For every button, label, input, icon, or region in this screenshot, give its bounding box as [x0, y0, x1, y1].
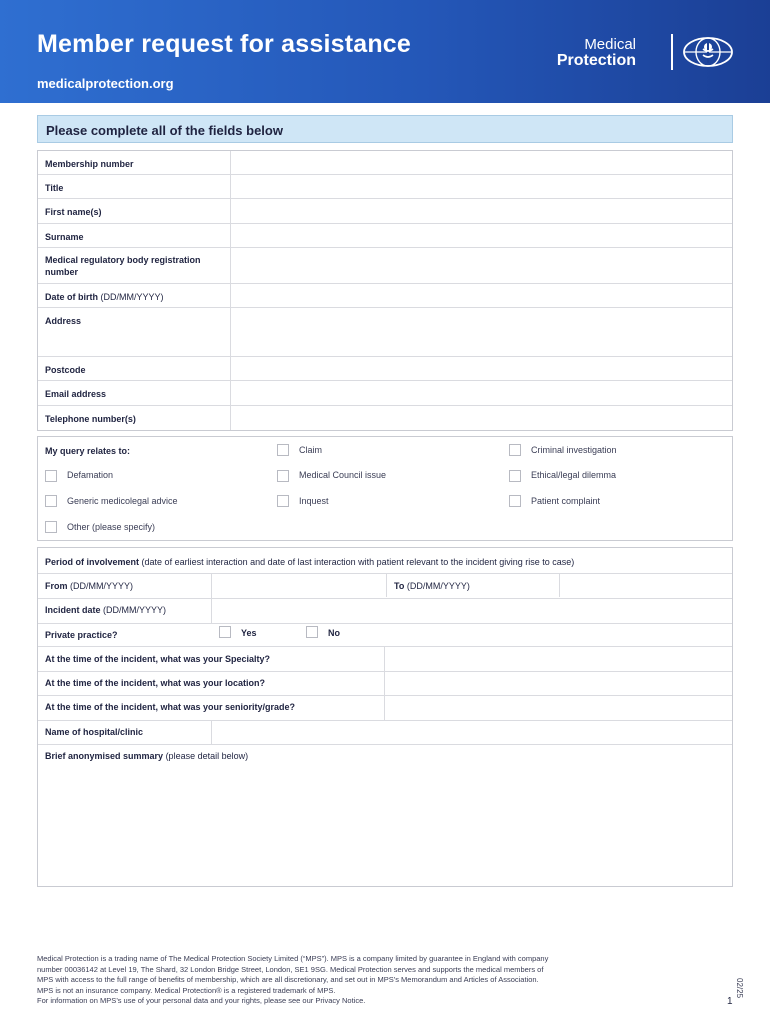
- first-names-field[interactable]: [231, 199, 732, 223]
- table-row: [38, 199, 732, 224]
- logo-text-protection: Protection: [556, 52, 636, 69]
- no-option-label: No: [328, 628, 340, 638]
- page-title: Member request for assistance: [37, 30, 412, 58]
- medical-protection-logo: [556, 34, 736, 74]
- address-field[interactable]: [231, 308, 732, 356]
- location-label: At the time of the incident, what was your location?: [45, 678, 266, 688]
- seniority-field[interactable]: [385, 696, 732, 720]
- ethical-legal-checkbox[interactable]: [509, 470, 521, 482]
- telephone-field[interactable]: [231, 406, 732, 430]
- to-date-hint: (DD/MM/YYYY): [406, 581, 470, 591]
- table-row: [38, 357, 732, 381]
- footer-line: number 00036142 at Level 19, The Shard, 32 London Bridge Street, London, SE1 9SG. Medical Protection serves and supports the medical members of: [37, 964, 544, 974]
- yes-option-label: Yes: [241, 628, 257, 638]
- logo-divider: [671, 34, 673, 70]
- date-of-birth-field[interactable]: [231, 284, 732, 307]
- summary-label: [45, 750, 248, 762]
- query-section: [37, 436, 733, 541]
- inquest-checkbox[interactable]: [277, 495, 289, 507]
- to-label-text: To: [394, 581, 405, 591]
- surname-label: Surname: [45, 232, 84, 242]
- table-row: [38, 175, 732, 199]
- personal-details-table: [37, 150, 733, 431]
- document-version: 02/25: [735, 978, 744, 999]
- criminal-investigation-option-label: Criminal investigation: [531, 445, 617, 455]
- email-label: Email address: [45, 389, 107, 399]
- generic-advice-option-label: Generic medicolegal advice: [67, 496, 178, 506]
- period-hint: (date of earliest interaction and date of last interaction with patient relevant to the incident giving rise to case): [141, 557, 575, 567]
- page-number: 1: [727, 996, 733, 1007]
- claim-option-label: Claim: [299, 445, 323, 455]
- period-of-involvement-label: [45, 556, 725, 568]
- medical-council-option-label: Medical Council issue: [299, 470, 387, 480]
- private-practice-label: Private practice?: [45, 630, 118, 640]
- private-practice-yes-checkbox[interactable]: [219, 626, 231, 638]
- to-date-field[interactable]: [560, 574, 732, 598]
- other-option-label: Other (please specify): [67, 522, 156, 532]
- table-row: [38, 224, 732, 248]
- from-label-text: From: [45, 581, 68, 591]
- incident-date-hint: (DD/MM/YYYY): [103, 605, 167, 615]
- email-field[interactable]: [231, 381, 732, 405]
- row-divider: [38, 744, 732, 745]
- medical-council-checkbox[interactable]: [277, 470, 289, 482]
- table-row: [38, 381, 732, 406]
- first-names-label: First name(s): [45, 207, 102, 217]
- footer-line: Medical Protection is a trading name of The Medical Protection Society Limited (“MPS”). MPS is a company limited by guarantee in England with company: [37, 954, 549, 963]
- defamation-option-label: Defamation: [67, 470, 114, 480]
- ethical-legal-option-label: Ethical/legal dilemma: [531, 470, 617, 480]
- page-header: [0, 0, 770, 103]
- private-practice-no-checkbox[interactable]: [306, 626, 318, 638]
- from-label: [45, 580, 133, 592]
- title-label: Title: [45, 183, 64, 193]
- postcode-label: Postcode: [45, 365, 86, 375]
- summary-hint: (please detail below): [165, 751, 249, 761]
- from-date-field[interactable]: [212, 574, 386, 598]
- claim-checkbox[interactable]: [277, 444, 289, 456]
- location-field[interactable]: [385, 672, 732, 696]
- title-field[interactable]: [231, 175, 732, 198]
- website-link[interactable]: medicalprotection.org: [37, 76, 174, 91]
- specialty-field[interactable]: [385, 647, 732, 671]
- footer-line: MPS with access to the full range of benefits of membership, which are all discretionary, and set out in MPS’s Memorandum and Articles of Association.: [37, 975, 539, 984]
- hospital-label: Name of hospital/clinic: [45, 727, 144, 737]
- privacy-notice-line: For information on MPS’s use of your personal data and your rights, please see our Privacy Notice.: [37, 996, 366, 1005]
- summary-textarea[interactable]: [38, 768, 732, 886]
- postcode-field[interactable]: [231, 357, 732, 380]
- date-of-birth-label-text: Date of birth: [45, 292, 98, 302]
- membership-number-field[interactable]: [231, 151, 732, 174]
- date-format-hint: (DD/MM/YYYY): [100, 292, 164, 302]
- address-label: Address: [45, 316, 82, 326]
- date-of-birth-label: [45, 291, 164, 303]
- defamation-checkbox[interactable]: [45, 470, 57, 482]
- query-label: My query relates to:: [45, 446, 131, 456]
- inquest-option-label: Inquest: [299, 496, 329, 506]
- patient-complaint-checkbox[interactable]: [509, 495, 521, 507]
- globe-caduceus-icon: [682, 36, 734, 68]
- from-date-hint: (DD/MM/YYYY): [70, 581, 134, 591]
- table-row: [38, 406, 732, 430]
- table-row: [38, 284, 732, 308]
- membership-number-label: Membership number: [45, 159, 134, 169]
- logo-text-medical: Medical: [584, 36, 636, 53]
- period-label-text: Period of involvement: [45, 557, 140, 567]
- to-label: [394, 580, 470, 592]
- footer-line: MPS is not an insurance company. Medical Protection® is a registered trademark of MPS.: [37, 985, 336, 995]
- surname-field[interactable]: [231, 224, 732, 247]
- generic-advice-checkbox[interactable]: [45, 495, 57, 507]
- incident-date-label-text: Incident date: [45, 605, 101, 615]
- hospital-field[interactable]: [212, 721, 732, 744]
- other-checkbox[interactable]: [45, 521, 57, 533]
- patient-complaint-option-label: Patient complaint: [531, 496, 601, 506]
- specialty-label: At the time of the incident, what was your Specialty?: [45, 654, 271, 664]
- table-row: [38, 151, 732, 175]
- row-divider: [38, 623, 732, 624]
- incident-section: [37, 547, 733, 887]
- registration-number-label: Medical regulatory body registration number: [45, 255, 201, 277]
- legal-footer: [37, 954, 657, 1007]
- telephone-label: Telephone number(s): [45, 414, 136, 424]
- table-row: [38, 308, 732, 357]
- column-divider: [386, 573, 387, 597]
- incident-date-field[interactable]: [212, 599, 732, 623]
- summary-label-text: Brief anonymised summary: [45, 751, 164, 761]
- criminal-investigation-checkbox[interactable]: [509, 444, 521, 456]
- instructions-banner: Please complete all of the fields below: [37, 115, 733, 143]
- registration-number-field[interactable]: [231, 248, 732, 283]
- seniority-label: At the time of the incident, what was your seniority/grade?: [45, 702, 296, 712]
- incident-date-label: [45, 604, 166, 616]
- table-row: [38, 248, 732, 284]
